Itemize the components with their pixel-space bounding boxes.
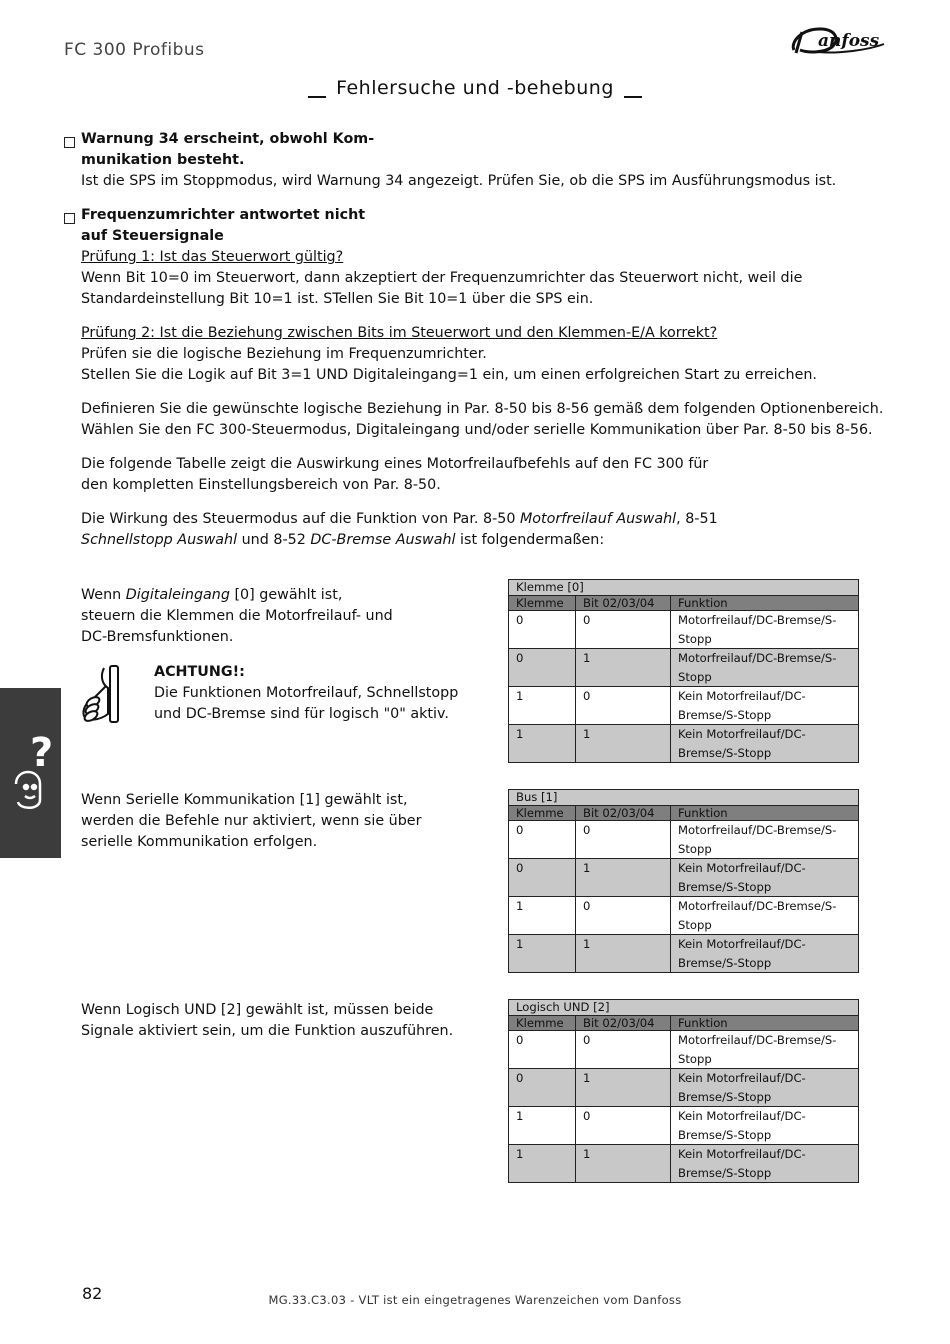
table-klemme [508, 579, 859, 763]
note-line2: und DC-Bremse sind für logisch "0" aktiv. [154, 706, 449, 722]
question-head-icon [0, 688, 61, 858]
paragraph-line: den kompletten Einstellungsbereich von Par. 8-50. [81, 477, 441, 493]
paragraph-line: Die Wirkung des Steuermodus auf die Funktion von Par. 8-50 Motorfreilauf Auswahl, 8-51 [81, 511, 718, 527]
item2-heading-line1: Frequenzumrichter antwortet nicht [81, 207, 366, 223]
block1-line2: steuern die Klemmen die Motorfreilauf- und [81, 608, 393, 624]
column-header: Klemme [509, 1016, 576, 1031]
column-header: Funktion [671, 1016, 859, 1031]
note-title: ACHTUNG!: [154, 664, 245, 680]
block2-line1: Wenn Serielle Kommunikation [1] gewählt ist, [81, 792, 408, 808]
document-header-title: FC 300 Profibus [64, 40, 205, 60]
table-row: 0 0 Motorfreilauf/DC-Bremse/S- Stopp [509, 611, 859, 649]
paragraph-line: Definieren Sie die gewünschte logische Beziehung in Par. 8-50 bis 8-56 gemäß dem folgenden Optionenbereich. [81, 401, 884, 417]
title-dash-right [624, 96, 642, 98]
paragraph-line: Prüfen sie die logische Beziehung im Frequenzumrichter. [81, 346, 487, 362]
block3-line2: Signale aktiviert sein, um die Funktion auszuführen. [81, 1023, 454, 1039]
block1-line3: DC-Bremsfunktionen. [81, 629, 234, 645]
paragraph-line: Wählen Sie den FC 300-Steuermodus, Digitaleingang und/oder serielle Kommunikation über Par. 8-50 bis 8-56. [81, 422, 873, 438]
paragraph-line: Wenn Bit 10=0 im Steuerwort, dann akzeptiert der Frequenzumrichter das Steuerwort nicht, weil die [81, 270, 803, 286]
table-bus [508, 789, 859, 973]
block3-line1: Wenn Logisch UND [2] gewählt ist, müssen beide [81, 1002, 434, 1018]
table-row: 1 1 Kein Motorfreilauf/DC- Bremse/S-Stopp [509, 935, 859, 973]
table-caption: Bus [1] [509, 790, 859, 806]
paragraph-line: Standardeinstellung Bit 10=1 ist. STellen Sie Bit 10=1 über die SPS ein. [81, 291, 594, 307]
item1-body: Ist die SPS im Stoppmodus, wird Warnung 34 angezeigt. Prüfen Sie, ob die SPS im Ausführungsmodus ist. [81, 173, 837, 189]
check2-heading: Prüfung 2: Ist die Beziehung zwischen Bits im Steuerwort und den Klemmen-E/A korrekt? [81, 325, 718, 341]
section-title-text: Fehlersuche und -behebung [336, 77, 614, 99]
title-dash-left [308, 96, 326, 98]
block2-line3: serielle Kommunikation erfolgen. [81, 834, 318, 850]
warning-hand-icon [80, 662, 128, 726]
footer-text: MG.33.C3.03 - VLT ist ein eingetragenes Warenzeichen vom Danfoss [268, 1293, 682, 1307]
table-row: 0 0 Motorfreilauf/DC-Bremse/S- Stopp [509, 1031, 859, 1069]
table-row: 1 0 Motorfreilauf/DC-Bremse/S- Stopp [509, 897, 859, 935]
troubleshooting-side-tab [0, 688, 61, 858]
table-logisch-und [508, 999, 859, 1183]
paragraph-line: Stellen Sie die Logik auf Bit 3=1 UND Digitaleingang=1 ein, um einen erfolgreichen Start zu erreichen. [81, 367, 817, 383]
page-number: 82 [82, 1284, 103, 1303]
paragraph-line: Die folgende Tabelle zeigt die Auswirkung eines Motorfreilaufbefehls auf den FC 300 für [81, 456, 709, 472]
svg-text:anfoss: anfoss [818, 31, 880, 51]
column-header: Bit 02/03/04 [576, 806, 671, 821]
table-row: 1 0 Kein Motorfreilauf/DC- Bremse/S-Stopp [509, 1107, 859, 1145]
block1-line1: Wenn Digitaleingang [0] gewählt ist, [81, 587, 343, 603]
section-title [0, 77, 950, 99]
checkbox-bullet-icon [64, 213, 75, 224]
column-header: Bit 02/03/04 [576, 1016, 671, 1031]
danfoss-logo [788, 20, 888, 60]
item1-heading-line1: Warnung 34 erscheint, obwohl Kom- [81, 131, 375, 147]
table-caption: Logisch UND [2] [509, 1000, 859, 1016]
column-header: Funktion [671, 806, 859, 821]
paragraph-line: Schnellstopp Auswahl und 8-52 DC-Bremse Auswahl ist folgendermaßen: [81, 532, 605, 548]
svg-text:?: ? [30, 730, 54, 776]
column-header: Klemme [509, 806, 576, 821]
table-row: 0 1 Motorfreilauf/DC-Bremse/S- Stopp [509, 649, 859, 687]
block2-line2: werden die Befehle nur aktiviert, wenn sie über [81, 813, 422, 829]
table-row: 1 1 Kein Motorfreilauf/DC- Bremse/S-Stopp [509, 1145, 859, 1183]
item2-heading-line2: auf Steuersignale [81, 228, 224, 244]
item1-heading-line2: munikation besteht. [81, 152, 245, 168]
check1-heading: Prüfung 1: Ist das Steuerwort gültig? [81, 249, 344, 265]
column-header: Klemme [509, 596, 576, 611]
table-row: 1 0 Kein Motorfreilauf/DC- Bremse/S-Stopp [509, 687, 859, 725]
column-header: Bit 02/03/04 [576, 596, 671, 611]
checkbox-bullet-icon [64, 137, 75, 148]
column-header: Funktion [671, 596, 859, 611]
table-row: 0 1 Kein Motorfreilauf/DC- Bremse/S-Stopp [509, 1069, 859, 1107]
table-row: 0 0 Motorfreilauf/DC-Bremse/S- Stopp [509, 821, 859, 859]
note-line1: Die Funktionen Motorfreilauf, Schnellstopp [154, 685, 459, 701]
table-row: 1 1 Kein Motorfreilauf/DC- Bremse/S-Stopp [509, 725, 859, 763]
table-row: 0 1 Kein Motorfreilauf/DC- Bremse/S-Stopp [509, 859, 859, 897]
table-caption: Klemme [0] [509, 580, 859, 596]
